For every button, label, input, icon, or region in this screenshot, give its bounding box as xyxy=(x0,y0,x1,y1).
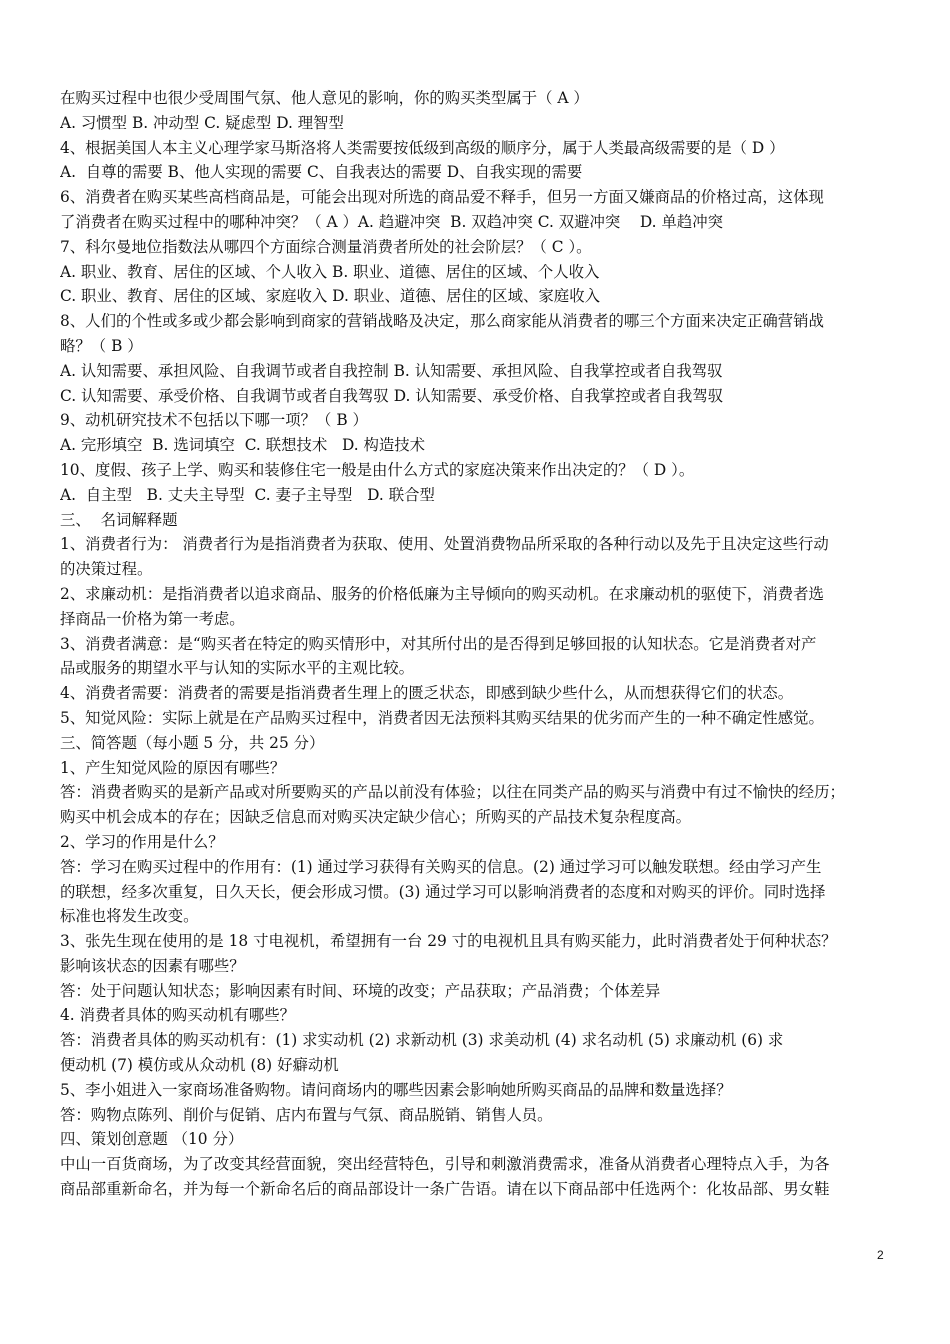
text-line: 便动机 (7) 模仿或从众动机 (8) 好癖动机 xyxy=(60,1056,339,1075)
text-line: 三、简答题（每小题 5 分，共 25 分） xyxy=(60,733,325,752)
text-line: 在购买过程中也很少受周围气氛、他人意见的影响，你的购买类型属于（ A ） xyxy=(60,89,589,107)
text-line: 的联想，经多次重复，日久天长，便会形成习惯。(3) 通过学习可以影响消费者的态度和对购买的评价。同时选择 xyxy=(60,882,826,901)
text-line: 10、度假、孩子上学、购买和装修住宅一般是由什么方式的家庭决策来作出决定的？（ D ）。 xyxy=(60,460,695,479)
text-line: 的决策过程。 xyxy=(60,560,153,579)
text-line: 4. 消费者具体的购买动机有哪些？ xyxy=(60,1006,296,1025)
text-line: 了消费者在购买过程中的哪种冲突？（ A ）A. 趋避冲突 B. 双趋冲突 C. 双避冲突 D. 单趋冲突 xyxy=(60,212,724,231)
text-line: 四、策划创意题 （10 分） xyxy=(60,1130,244,1149)
text-line: 答：消费者购买的是新产品或对所要购买的产品以前没有体验；以往在同类产品的购买与消费中有过不愉快的经历； xyxy=(60,783,845,802)
text-line: 4、根据美国人本主义心理学家马斯洛将人类需要按低级到高级的顺序分，属于人类最高级需要的是（ D ） xyxy=(60,138,785,157)
text-line: 3、张先生现在使用的是 18 寸电视机，希望拥有一台 29 寸的电视机且具有购买能力，此时消费者处于何种状态？ xyxy=(60,932,837,951)
text-line: 购买中机会成本的存在；因缺乏信息而对购买决定缺少信心；所购买的产品技术复杂程度高。 xyxy=(60,808,692,827)
text-line: 标准也将发生改变。 xyxy=(60,907,199,926)
text-line: 答：学习在购买过程中的作用有：(1) 通过学习获得有关购买的信息。(2) 通过学习可以触发联想。经由学习产生 xyxy=(60,857,822,876)
text-line: 8、人们的个性或多或少都会影响到商家的营销战略及决定，那么商家能从消费者的哪三个方面来决定正确营销战 xyxy=(60,312,824,331)
text-line: A. 自主型 B. 丈夫主导型 C. 妻子主导型 D. 联合型 xyxy=(60,485,435,504)
text-line: 1、消费者行为： 消费者行为是指消费者为获取、使用、处置消费物品所采取的各种行动以及先于且决定这些行动 xyxy=(60,535,829,554)
text-line: A. 自尊的需要 B、他人实现的需要 C、自我表达的需要 D、自我实现的需要 xyxy=(60,163,583,182)
text-line: 5、知觉风险：实际上就是在产品购买过程中，消费者因无法预料其购买结果的优劣而产生的一种不确定性感觉。 xyxy=(60,708,824,727)
text-line: 9、动机研究技术不包括以下哪一项？（ B ） xyxy=(60,411,368,430)
text-line: 商品部重新命名，并为每一个新命名后的商品部设计一条广告语。请在以下商品部中任选两个：化妆品部、男女鞋 xyxy=(60,1180,830,1199)
text-line: 中山一百货商场，为了改变其经营面貌，突出经营特色，引导和刺激消费需求，准备从消费者心理特点入手，为各 xyxy=(60,1155,830,1174)
document-body xyxy=(60,86,895,1202)
text-line: 3、消费者满意：是“购买者在特定的购买情形中，对其所付出的是否得到足够回报的认知状态。它是消费者对产 xyxy=(60,634,817,653)
text-line: 答：购物点陈列、削价与促销、店内布置与气氛、商品脱销、销售人员。 xyxy=(60,1105,553,1124)
text-line: 略？（ B ） xyxy=(60,336,143,355)
text-line: 答：消费者具体的购买动机有：(1) 求实动机 (2) 求新动机 (3) 求美动机 (4) 求名动机 (5) 求廉动机 (6) 求 xyxy=(60,1031,784,1050)
text-line: C. 认知需要、承受价格、自我调节或者自我驾驭 D. 认知需要、承受价格、自我掌控或者自我驾驭 xyxy=(60,386,724,405)
text-line: 影响该状态的因素有哪些？ xyxy=(60,956,245,975)
text-line: 2、学习的作用是什么？ xyxy=(60,832,224,851)
text-line: 答：处于问题认知状态；影响因素有时间、环境的改变；产品获取；产品消费；个体差异 xyxy=(60,981,661,1000)
text-line: 2、求廉动机：是指消费者以追求商品、服务的价格低廉为主导倾向的购买动机。在求廉动机的驱使下，消费者选 xyxy=(60,584,824,603)
text-line: 5、李小姐进入一家商场准备购物。请问商场内的哪些因素会影响她所购买商品的品牌和数量选择？ xyxy=(60,1080,732,1099)
text-line: 1、产生知觉风险的原因有哪些？ xyxy=(60,758,286,777)
text-line: 三、 名词解释题 xyxy=(60,510,178,529)
text-line: 4、消费者需要：消费者的需要是指消费者生理上的匮乏状态，即感到缺少些什么，从而想获得它们的状态。 xyxy=(60,684,794,703)
text-line: C. 职业、教育、居住的区域、家庭收入 D. 职业、道德、居住的区域、家庭收入 xyxy=(60,287,600,306)
text-line: A. 职业、教育、居住的区域、个人收入 B. 职业、道德、居住的区域、个人收入 xyxy=(60,262,600,281)
text-line: 6、消费者在购买某些高档商品是，可能会出现对所选的商品爱不释手，但另一方面又嫌商品的价格过高，这体现 xyxy=(60,188,824,207)
text-line: 择商品一价格为第一考虑。 xyxy=(60,609,245,628)
text-line: A. 习惯型 B. 冲动型 C. 疑虑型 D. 理智型 xyxy=(60,113,344,132)
text-line: 品或服务的期望水平与认知的实际水平的主观比较。 xyxy=(60,659,414,678)
text-line: 7、科尔曼地位指数法从哪四个方面综合测量消费者所处的社会阶层？（ C ）。 xyxy=(60,237,592,256)
text-line: A. 认知需要、承担风险、自我调节或者自我控制 B. 认知需要、承担风险、自我掌控或者自我驾驭 xyxy=(60,361,723,380)
page-number: 2 xyxy=(877,1248,884,1262)
text-line: A. 完形填空 B. 选词填空 C. 联想技术 D. 构造技术 xyxy=(60,436,426,455)
